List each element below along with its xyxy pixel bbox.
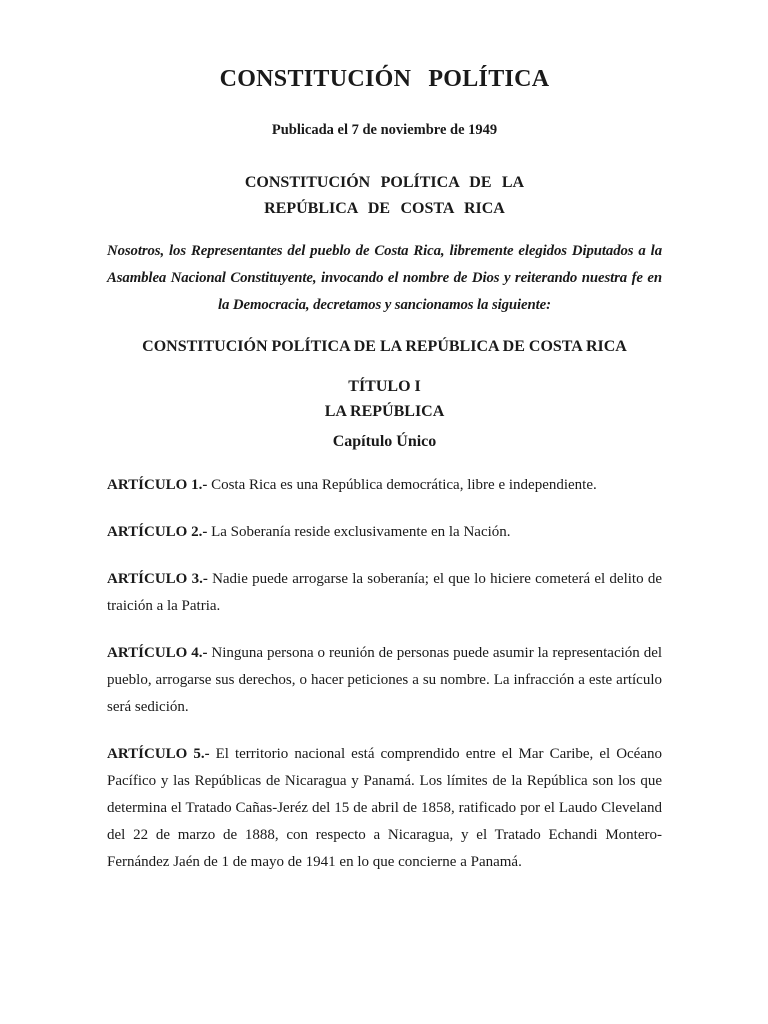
article-paragraph-4 — [107, 640, 662, 721]
chapter-heading: Capítulo Único — [332, 432, 437, 450]
article-label: ARTÍCULO 3.- — [107, 570, 208, 587]
title-name-heading: LA REPÚBLICA — [324, 402, 445, 420]
document-subtitle — [107, 170, 662, 222]
article-text: Costa Rica es una República democrática, libre e independiente. — [211, 476, 597, 493]
article-text: Ninguna persona o reunión de personas puede asumir la representación del pueblo, arrogarse sus derechos, o hacer peticiones a su nombre. La infracción a este artículo será sedición. — [107, 644, 663, 715]
subtitle-line-1: CONSTITUCIÓN POLÍTICA DE LA — [244, 174, 525, 191]
article-label: ARTÍCULO 5.- — [107, 745, 210, 762]
subtitle-line-2: REPÚBLICA DE COSTA RICA — [264, 200, 505, 217]
document-title: CONSTITUCIÓN POLÍTICA — [219, 66, 550, 92]
title-block — [107, 374, 662, 424]
article-text: El territorio nacional está comprendido entre el Mar Caribe, el Océano Pacífico y las Repúblicas de Nicaragua y Panamá. Los límites de la República son los que determina el Tratado Cañas-Jeréz del 15 de abril de 1858, ratificado por el Laudo Cleveland del 22 de marzo de 1888, con respecto a Nicaragua, y el Tratado Echandi Montero-Fernández Jaén de 1 de mayo de 1941 en lo que concierne a Panamá. — [107, 745, 662, 870]
article-paragraph-3 — [107, 566, 662, 620]
constitution-heading: CONSTITUCIÓN POLÍTICA DE LA REPÚBLICA DE COSTA RICA — [142, 337, 627, 355]
preamble-paragraph: Nosotros, los Representantes del pueblo de Costa Rica, libremente elegidos Diputados a la Asamblea Nacional Constituyente, invocando el nombre de Dios y reiterando nuestra fe en la Democracia, decretamos y sancionamos la siguiente: — [107, 243, 662, 313]
published-date: Publicada el 7 de noviembre de 1949 — [271, 122, 498, 138]
title-number-heading: TÍTULO I — [348, 377, 421, 395]
article-label: ARTÍCULO 2.- — [107, 523, 208, 540]
article-paragraph-1 — [107, 472, 662, 499]
article-label: ARTÍCULO 4.- — [107, 644, 208, 661]
article-label: ARTÍCULO 1.- — [107, 476, 208, 493]
article-paragraph-2 — [107, 519, 662, 546]
article-paragraph-5 — [107, 741, 662, 876]
article-text: La Soberanía reside exclusivamente en la Nación. — [211, 523, 511, 540]
article-text: Nadie puede arrogarse la soberanía; el que lo hiciere cometerá el delito de traición a la Patria. — [107, 570, 662, 614]
articles-section — [107, 472, 662, 876]
